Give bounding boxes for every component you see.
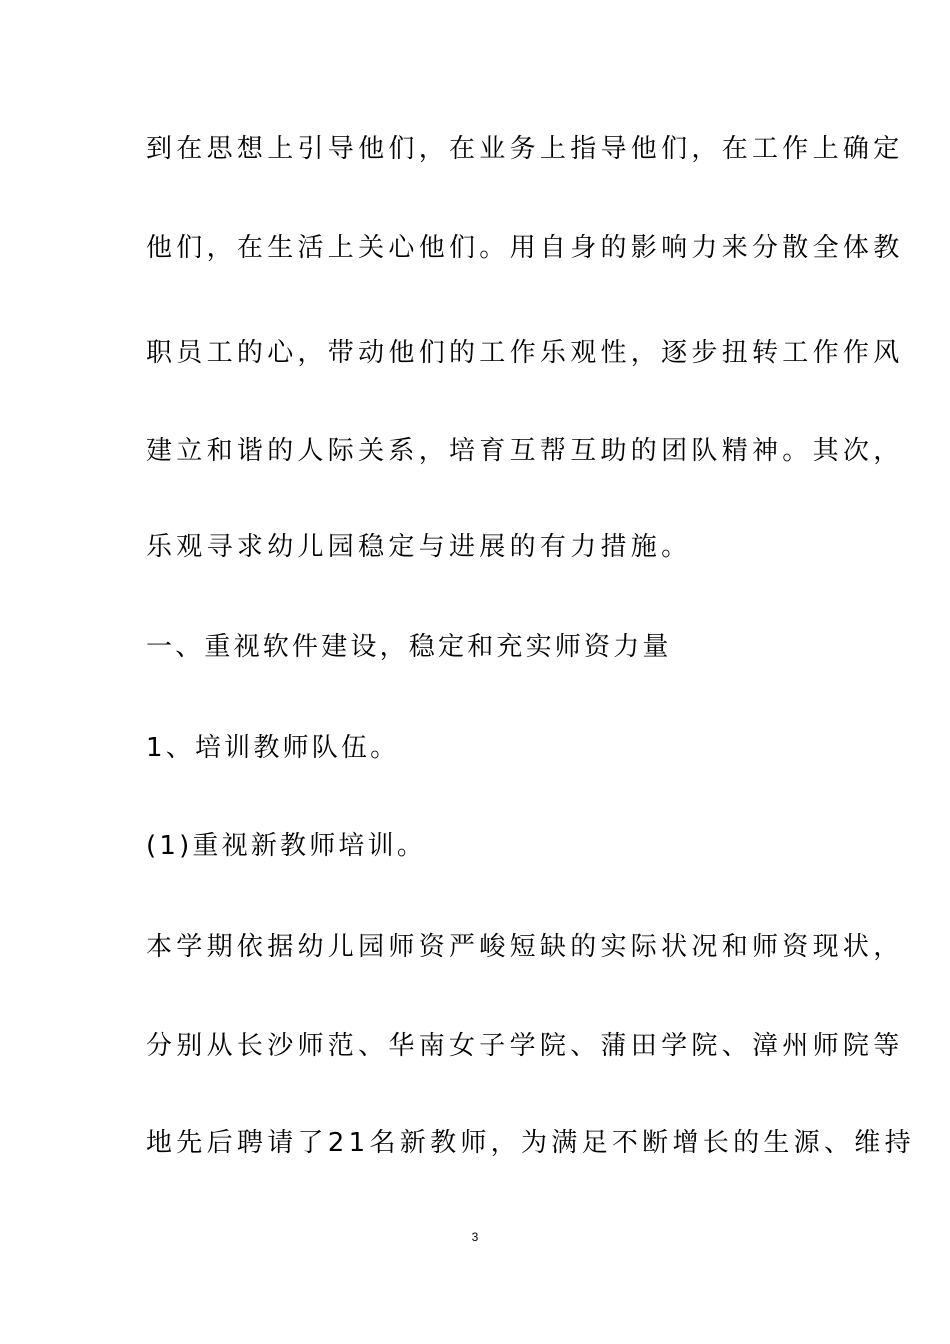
paragraph-line-5: 乐观寻求幼儿园稳定与进展的有力措施。 (146, 532, 692, 562)
page-number: 3 (471, 1230, 479, 1244)
paragraph-line-1: 到在思想上引导他们，在业务上指导他们，在工作上确定 (146, 134, 904, 164)
paragraph-line-6: 本学期依据幼儿园师资严峻短缺的实际状况和师资现状， (146, 932, 904, 962)
section-heading: 一、重视软件建设，稳定和充实师资力量 (146, 632, 672, 662)
paragraph-line-4: 建立和谐的人际关系，培育互帮互助的团队精神。其次， (146, 436, 904, 466)
paragraph-line-8: 地先后聘请了21名新教师，为满足不断增长的生源、维持 (146, 1128, 915, 1158)
paragraph-line-3: 职员工的心，带动他们的工作乐观性，逐步扭转工作作风 (146, 338, 904, 368)
paragraph-line-2: 他们，在生活上关心他们。用自身的影响力来分散全体教 (146, 233, 904, 263)
paragraph-line-7: 分别从长沙师范、华南女子学院、蒲田学院、漳州师院等 (146, 1031, 904, 1061)
item-heading: (1)重视新教师培训。 (146, 831, 427, 861)
subsection-heading: 1、培训教师队伍。 (146, 733, 400, 763)
